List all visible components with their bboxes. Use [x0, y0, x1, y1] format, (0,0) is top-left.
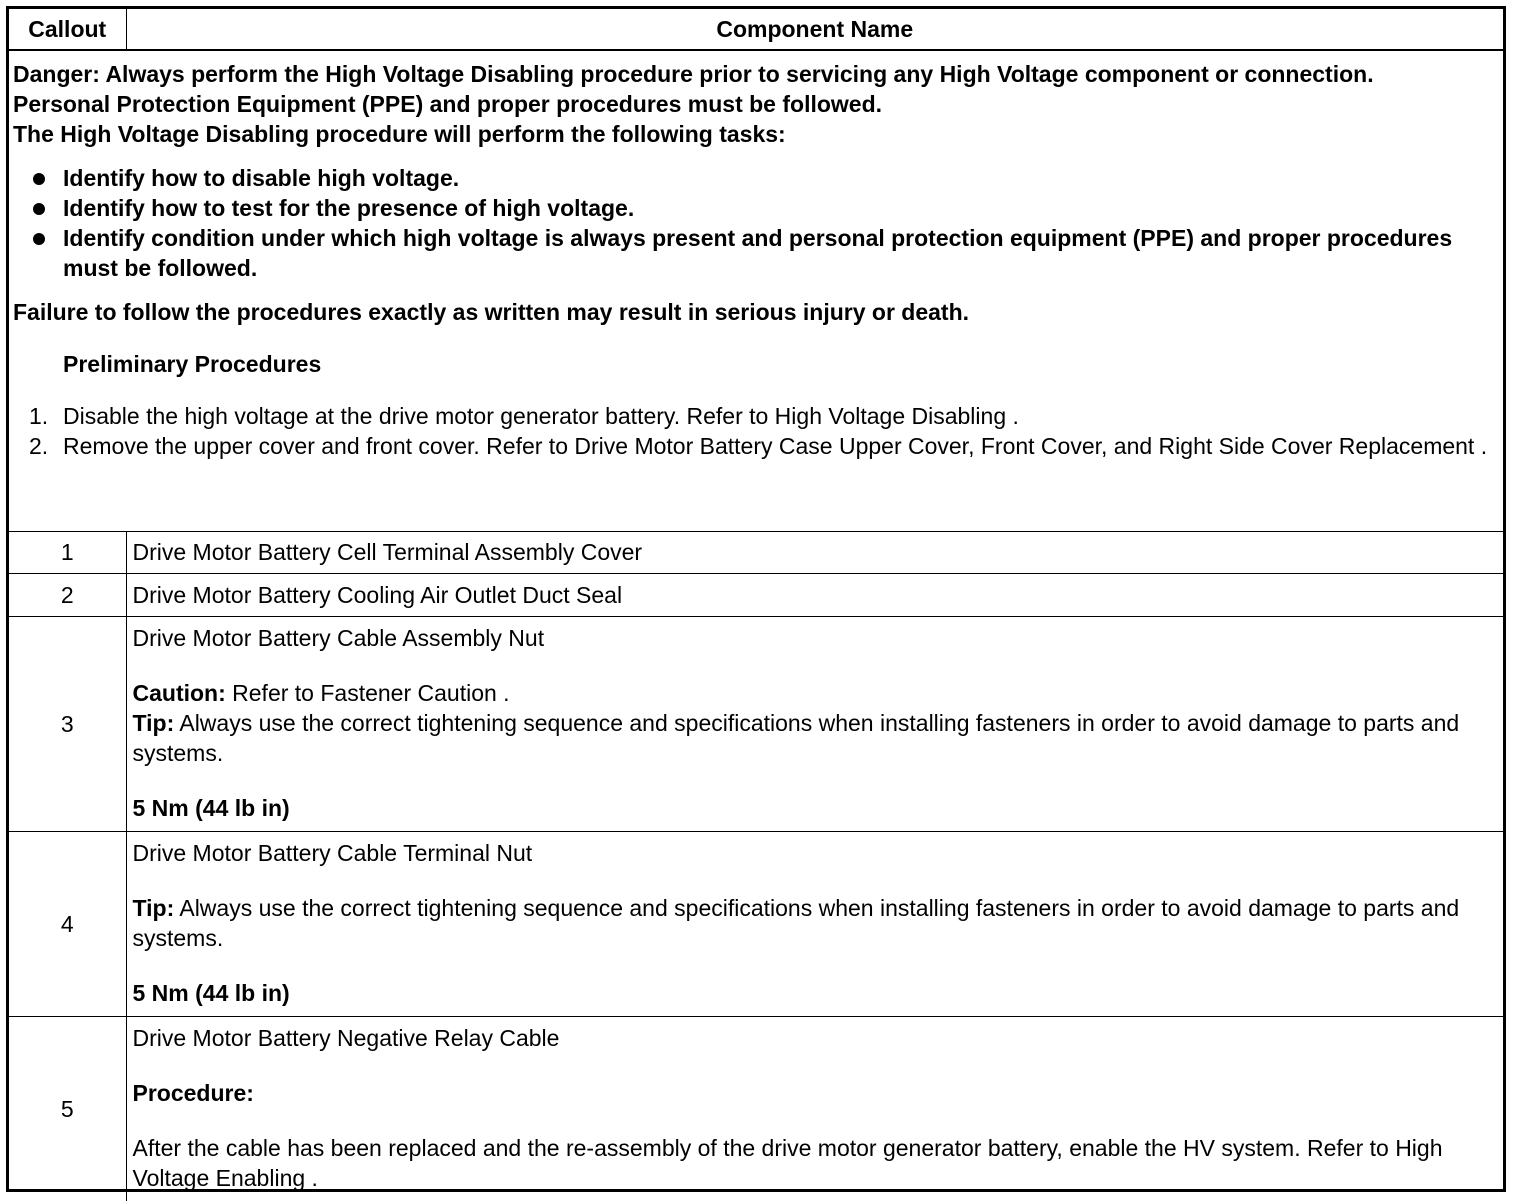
danger-row — [9, 50, 1503, 531]
danger-line: The High Voltage Disabling procedure will perform the following tasks: — [13, 121, 786, 147]
danger-warning: Failure to follow the procedures exactly as written may result in serious injury or death. — [13, 299, 970, 325]
component-table-frame — [6, 6, 1506, 1192]
header-row — [9, 9, 1503, 50]
danger-bullet-list — [13, 163, 1499, 283]
component-cell — [126, 831, 1503, 1016]
component-table — [9, 9, 1503, 1201]
table-row — [9, 1016, 1503, 1201]
table-row — [9, 531, 1503, 573]
callout-cell: 4 — [9, 831, 126, 1016]
component-name: Drive Motor Battery Cable Terminal Nut — [132, 839, 533, 866]
preliminary-heading: Preliminary Procedures — [63, 351, 322, 377]
danger-cell — [9, 50, 1503, 531]
caution-note: Caution: Refer to Fastener Caution . — [132, 679, 510, 706]
header-component-name: Component Name — [126, 9, 1503, 50]
callout-cell: 5 — [9, 1016, 126, 1201]
procedure-text: After the cable has been replaced and the re-assembly of the drive motor generator battery, enable the HV system. Refer to High Voltage Enabling . — [132, 1134, 1443, 1191]
bullet-item: Identify how to disable high voltage. — [13, 163, 1499, 193]
torque-spec: 5 Nm (44 lb in) — [132, 979, 290, 1006]
table-row — [9, 831, 1503, 1016]
header-callout: Callout — [9, 9, 126, 50]
procedure-label: Procedure: — [132, 1079, 254, 1106]
bullet-icon — [33, 203, 45, 215]
danger-line: Personal Protection Equipment (PPE) and proper procedures must be followed. — [13, 91, 883, 117]
component-name: Drive Motor Battery Negative Relay Cable — [132, 1024, 560, 1051]
step-item: 2. Remove the upper cover and front cover. Refer to Drive Motor Battery Case Upper Cover, Front Cover, and Right Side Cover Replacement . — [29, 433, 1488, 459]
callout-cell: 3 — [9, 616, 126, 831]
tip-note: Tip: Always use the correct tightening sequence and specifications when installing fasteners in order to avoid damage to parts and systems. — [132, 894, 1460, 951]
step-item: 1. Disable the high voltage at the drive motor generator battery. Refer to High Voltage Disabling . — [29, 403, 1019, 429]
callout-cell: 1 — [9, 531, 126, 573]
component-cell — [126, 616, 1503, 831]
tip-note: Tip: Always use the correct tightening sequence and specifications when installing fasteners in order to avoid damage to parts and systems. — [132, 709, 1460, 766]
component-cell — [126, 1016, 1503, 1201]
preliminary-steps — [13, 401, 1499, 461]
component-cell: Drive Motor Battery Cooling Air Outlet Duct Seal — [126, 573, 1503, 616]
torque-spec: 5 Nm (44 lb in) — [132, 794, 290, 821]
table-row — [9, 616, 1503, 831]
danger-line: Danger: Always perform the High Voltage Disabling procedure prior to servicing any High Voltage component or connection. — [13, 61, 1374, 87]
bullet-item: Identify condition under which high voltage is always present and personal protection equipment (PPE) and proper procedures must be followed. — [13, 223, 1499, 283]
table-row — [9, 573, 1503, 616]
callout-cell: 2 — [9, 573, 126, 616]
bullet-item: Identify how to test for the presence of high voltage. — [13, 193, 1499, 223]
component-name: Drive Motor Battery Cable Assembly Nut — [132, 624, 545, 651]
bullet-icon — [33, 233, 45, 245]
component-cell: Drive Motor Battery Cell Terminal Assembly Cover — [126, 531, 1503, 573]
bullet-icon — [33, 173, 45, 185]
